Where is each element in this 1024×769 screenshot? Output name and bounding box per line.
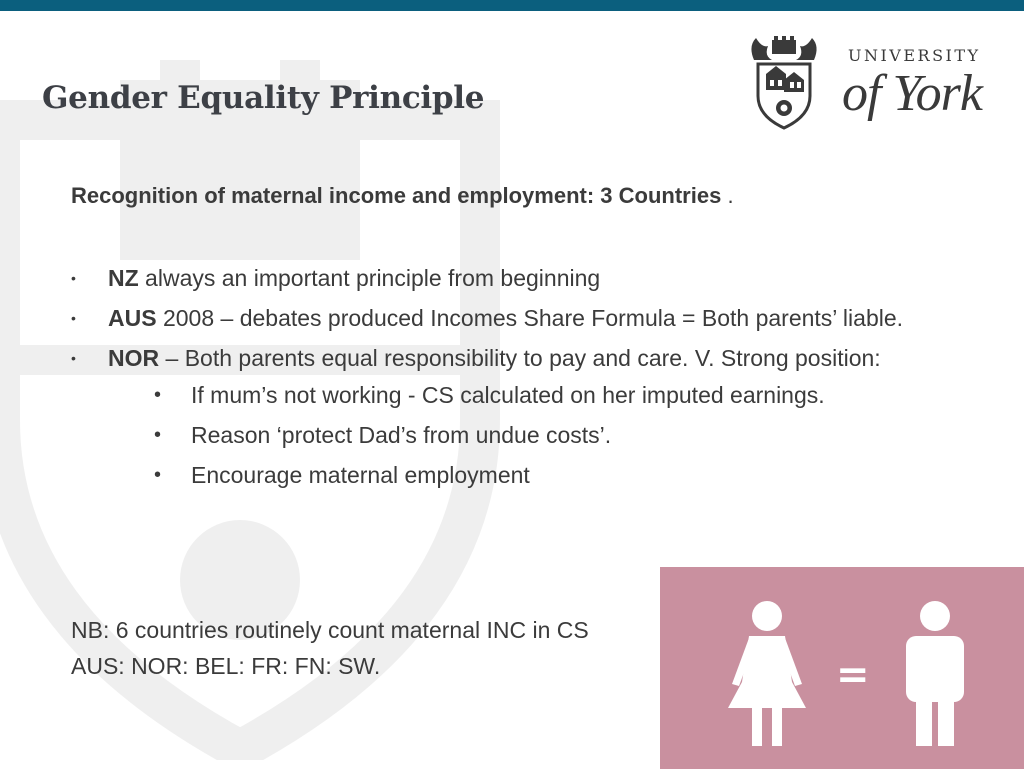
bullet-text: always an important principle from beginning (138, 265, 601, 291)
gender-equality-graphic (660, 567, 1024, 769)
man-icon (900, 600, 970, 748)
woman-icon (722, 600, 812, 748)
top-bar (0, 0, 1024, 11)
subtitle-trail: . (727, 183, 734, 208)
subtitle-text: Recognition of maternal income and employment: 3 Countries (71, 183, 722, 208)
bullet-icon: • (71, 350, 76, 366)
bullet-icon: • (71, 270, 76, 286)
bullet-text: – Both parents equal responsibility to pay and care. V. Strong position: (159, 345, 881, 371)
sub-bullet-item (154, 459, 931, 492)
bullet-item-nor (71, 342, 931, 375)
sub-bullet-text: If mum’s not working - CS calculated on her imputed earnings. (191, 382, 825, 408)
sub-bullet-item (154, 419, 931, 452)
logo-york-text: of York (842, 65, 982, 122)
bullet-icon: • (71, 310, 76, 326)
bullet-text: 2008 – debates produced Incomes Share Formula = Both parents’ liable. (156, 305, 904, 331)
slide-subtitle (71, 183, 734, 209)
bullet-country: NOR (108, 345, 160, 371)
footnote-line-1: NB: 6 countries routinely count maternal INC in CS (71, 617, 589, 643)
bullet-country: AUS (108, 305, 157, 331)
footnote (71, 612, 589, 684)
bullet-icon: • (154, 464, 162, 486)
sub-bullet-list (154, 379, 931, 492)
crest-icon (742, 34, 826, 132)
sub-bullet-text: Reason ‘protect Dad’s from undue costs’. (191, 422, 612, 448)
bullet-country: NZ (108, 265, 139, 291)
bullet-item-nz (71, 262, 931, 295)
university-logo (742, 34, 992, 134)
footnote-line-2: AUS: NOR: BEL: FR: FN: SW. (71, 653, 381, 679)
bullet-icon: • (154, 424, 162, 446)
equals-sign: = (836, 652, 870, 698)
bullet-list (71, 262, 931, 499)
page-title: Gender Equality Principle (42, 80, 485, 116)
bullet-item-aus (71, 302, 931, 335)
logo-university-text: UNIVERSITY (848, 46, 981, 65)
sub-bullet-text: Encourage maternal employment (191, 462, 530, 488)
bullet-icon: • (154, 384, 162, 406)
sub-bullet-item (154, 379, 931, 412)
